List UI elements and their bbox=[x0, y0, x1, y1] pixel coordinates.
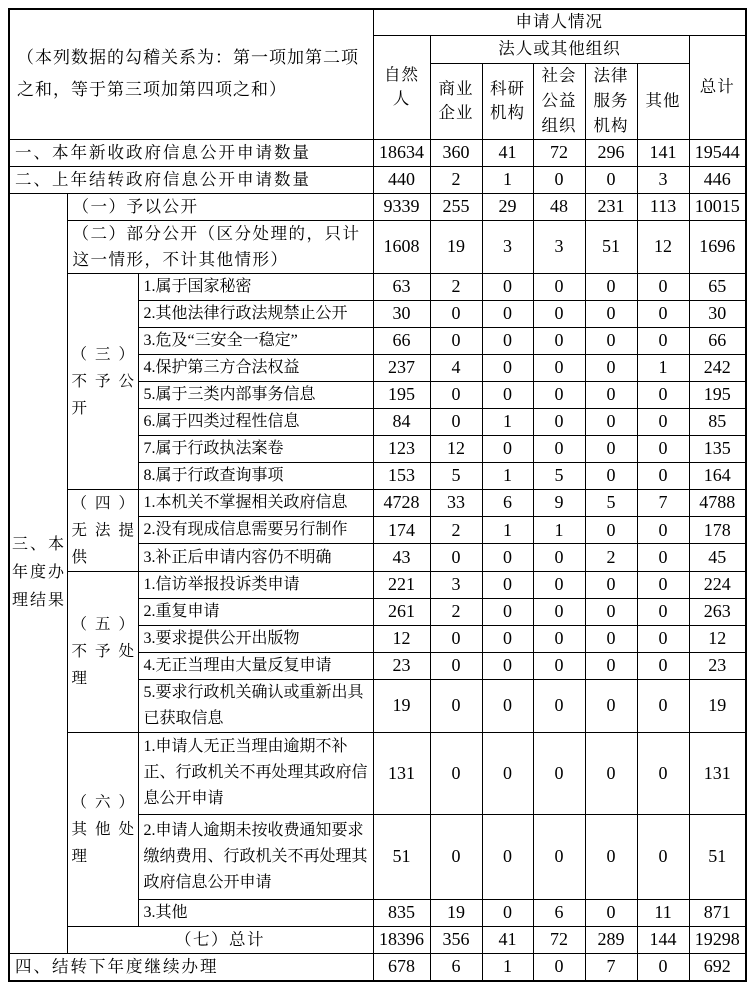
num-cell: 0 bbox=[585, 899, 637, 926]
num-cell: 0 bbox=[585, 166, 637, 193]
num-cell: 1 bbox=[482, 166, 533, 193]
num-cell: 446 bbox=[689, 166, 746, 193]
group-label-refused: （三）不予公开 bbox=[67, 273, 138, 489]
num-cell: 144 bbox=[637, 926, 689, 953]
num-cell: 0 bbox=[482, 625, 533, 652]
num-cell: 41 bbox=[482, 926, 533, 953]
num-cell: 0 bbox=[637, 679, 689, 732]
num-cell: 164 bbox=[689, 462, 746, 489]
num-cell: 0 bbox=[585, 462, 637, 489]
item-label: 2.申请人逾期未按收费通知要求缴纳费用、行政机关不再处理其政府信息公开申请 bbox=[138, 814, 373, 899]
item-label: 1.申请人无正当理由逾期不补正、行政机关不再处理其政府信息公开申请 bbox=[138, 732, 373, 814]
num-cell: 261 bbox=[373, 598, 430, 625]
num-cell: 19544 bbox=[689, 139, 746, 166]
num-cell: 1 bbox=[482, 408, 533, 435]
num-cell: 1 bbox=[482, 517, 533, 544]
num-cell: 0 bbox=[585, 679, 637, 732]
num-cell: 0 bbox=[430, 679, 482, 732]
num-cell: 0 bbox=[585, 571, 637, 598]
num-cell: 356 bbox=[430, 926, 482, 953]
num-cell: 3 bbox=[482, 220, 533, 273]
num-cell: 678 bbox=[373, 953, 430, 981]
num-cell: 1608 bbox=[373, 220, 430, 273]
num-cell: 0 bbox=[430, 544, 482, 571]
num-cell: 231 bbox=[585, 193, 637, 220]
col-header-natural-person: 自然人 bbox=[373, 35, 430, 139]
num-cell: 0 bbox=[637, 517, 689, 544]
num-cell: 195 bbox=[689, 381, 746, 408]
item-label: 4.保护第三方合法权益 bbox=[138, 354, 373, 381]
num-cell: 33 bbox=[430, 489, 482, 516]
num-cell: 0 bbox=[637, 408, 689, 435]
num-cell: 113 bbox=[637, 193, 689, 220]
num-cell: 7 bbox=[585, 953, 637, 981]
item-label: 6.属于四类过程性信息 bbox=[138, 408, 373, 435]
num-cell: 0 bbox=[533, 652, 585, 679]
num-cell: 41 bbox=[482, 139, 533, 166]
num-cell: 153 bbox=[373, 462, 430, 489]
num-cell: 0 bbox=[533, 953, 585, 981]
num-cell: 0 bbox=[637, 300, 689, 327]
num-cell: 0 bbox=[585, 517, 637, 544]
col-header-other: 其他 bbox=[637, 63, 689, 139]
num-cell: 9339 bbox=[373, 193, 430, 220]
num-cell: 178 bbox=[689, 517, 746, 544]
num-cell: 0 bbox=[585, 408, 637, 435]
num-cell: 0 bbox=[482, 435, 533, 462]
num-cell: 12 bbox=[637, 220, 689, 273]
num-cell: 0 bbox=[637, 625, 689, 652]
num-cell: 224 bbox=[689, 571, 746, 598]
num-cell: 63 bbox=[373, 273, 430, 300]
num-cell: 1 bbox=[637, 354, 689, 381]
num-cell: 0 bbox=[430, 408, 482, 435]
num-cell: 48 bbox=[533, 193, 585, 220]
num-cell: 1 bbox=[533, 517, 585, 544]
num-cell: 0 bbox=[430, 625, 482, 652]
num-cell: 0 bbox=[637, 732, 689, 814]
num-cell: 0 bbox=[482, 899, 533, 926]
num-cell: 1696 bbox=[689, 220, 746, 273]
num-cell: 0 bbox=[533, 598, 585, 625]
num-cell: 0 bbox=[585, 435, 637, 462]
num-cell: 0 bbox=[637, 462, 689, 489]
num-cell: 0 bbox=[585, 814, 637, 899]
row-label-subtotal: （七）总计 bbox=[67, 926, 373, 953]
num-cell: 0 bbox=[637, 273, 689, 300]
num-cell: 0 bbox=[430, 652, 482, 679]
item-label: 8.属于行政查询事项 bbox=[138, 462, 373, 489]
reconciliation-note: （本列数据的勾稽关系为：第一项加第二项之和，等于第三项加第四项之和） bbox=[9, 9, 373, 139]
num-cell: 0 bbox=[482, 814, 533, 899]
num-cell: 11 bbox=[637, 899, 689, 926]
col-header-total: 总计 bbox=[689, 35, 746, 139]
num-cell: 0 bbox=[430, 300, 482, 327]
num-cell: 0 bbox=[482, 327, 533, 354]
num-cell: 84 bbox=[373, 408, 430, 435]
row-label-granted: （一）予以公开 bbox=[67, 193, 373, 220]
item-label: 3.补正后申请内容仍不明确 bbox=[138, 544, 373, 571]
num-cell: 30 bbox=[373, 300, 430, 327]
num-cell: 0 bbox=[482, 273, 533, 300]
num-cell: 6 bbox=[533, 899, 585, 926]
num-cell: 0 bbox=[585, 381, 637, 408]
num-cell: 9 bbox=[533, 489, 585, 516]
item-label: 4.无正当理由大量反复申请 bbox=[138, 652, 373, 679]
num-cell: 0 bbox=[533, 814, 585, 899]
num-cell: 255 bbox=[430, 193, 482, 220]
num-cell: 12 bbox=[430, 435, 482, 462]
num-cell: 0 bbox=[533, 166, 585, 193]
num-cell: 19298 bbox=[689, 926, 746, 953]
num-cell: 51 bbox=[585, 220, 637, 273]
num-cell: 29 bbox=[482, 193, 533, 220]
num-cell: 2 bbox=[430, 517, 482, 544]
num-cell: 19 bbox=[430, 899, 482, 926]
num-cell: 0 bbox=[482, 300, 533, 327]
item-label: 5.属于三类内部事务信息 bbox=[138, 381, 373, 408]
num-cell: 0 bbox=[533, 273, 585, 300]
num-cell: 0 bbox=[482, 652, 533, 679]
num-cell: 0 bbox=[482, 679, 533, 732]
col-header-social-welfare: 社会公益组织 bbox=[533, 63, 585, 139]
num-cell: 72 bbox=[533, 926, 585, 953]
num-cell: 263 bbox=[689, 598, 746, 625]
num-cell: 871 bbox=[689, 899, 746, 926]
num-cell: 131 bbox=[689, 732, 746, 814]
num-cell: 0 bbox=[533, 327, 585, 354]
num-cell: 12 bbox=[373, 625, 430, 652]
num-cell: 0 bbox=[430, 381, 482, 408]
num-cell: 692 bbox=[689, 953, 746, 981]
col-header-commercial: 商业企业 bbox=[430, 63, 482, 139]
num-cell: 51 bbox=[373, 814, 430, 899]
num-cell: 0 bbox=[533, 679, 585, 732]
num-cell: 2 bbox=[585, 544, 637, 571]
num-cell: 131 bbox=[373, 732, 430, 814]
num-cell: 18634 bbox=[373, 139, 430, 166]
num-cell: 0 bbox=[482, 732, 533, 814]
num-cell: 0 bbox=[585, 625, 637, 652]
num-cell: 4788 bbox=[689, 489, 746, 516]
num-cell: 66 bbox=[373, 327, 430, 354]
num-cell: 0 bbox=[533, 625, 585, 652]
num-cell: 65 bbox=[689, 273, 746, 300]
num-cell: 3 bbox=[533, 220, 585, 273]
num-cell: 242 bbox=[689, 354, 746, 381]
num-cell: 0 bbox=[637, 953, 689, 981]
num-cell: 3 bbox=[430, 571, 482, 598]
row-label-partial: （二）部分公开（区分处理的，只计这一情形，不计其他情形） bbox=[67, 220, 373, 273]
item-label: 2.重复申请 bbox=[138, 598, 373, 625]
num-cell: 0 bbox=[637, 814, 689, 899]
section-label-results: 三、本年度办理结果 bbox=[9, 193, 67, 953]
num-cell: 0 bbox=[585, 598, 637, 625]
header-applicant-situation: 申请人情况 bbox=[373, 9, 746, 35]
row-label-new-requests: 一、本年新收政府信息公开申请数量 bbox=[9, 139, 373, 166]
num-cell: 1 bbox=[482, 953, 533, 981]
num-cell: 85 bbox=[689, 408, 746, 435]
num-cell: 2 bbox=[430, 166, 482, 193]
num-cell: 0 bbox=[533, 544, 585, 571]
item-label: 5.要求行政机关确认或重新出具已获取信息 bbox=[138, 679, 373, 732]
num-cell: 0 bbox=[637, 435, 689, 462]
num-cell: 23 bbox=[689, 652, 746, 679]
num-cell: 66 bbox=[689, 327, 746, 354]
num-cell: 3 bbox=[637, 166, 689, 193]
num-cell: 6 bbox=[482, 489, 533, 516]
num-cell: 0 bbox=[533, 435, 585, 462]
num-cell: 141 bbox=[637, 139, 689, 166]
num-cell: 18396 bbox=[373, 926, 430, 953]
num-cell: 360 bbox=[430, 139, 482, 166]
num-cell: 123 bbox=[373, 435, 430, 462]
num-cell: 296 bbox=[585, 139, 637, 166]
num-cell: 0 bbox=[585, 354, 637, 381]
num-cell: 4728 bbox=[373, 489, 430, 516]
group-label-other-handling: （六）其他处理 bbox=[67, 732, 138, 926]
num-cell: 0 bbox=[637, 652, 689, 679]
num-cell: 0 bbox=[637, 544, 689, 571]
num-cell: 12 bbox=[689, 625, 746, 652]
num-cell: 5 bbox=[430, 462, 482, 489]
num-cell: 0 bbox=[533, 354, 585, 381]
num-cell: 72 bbox=[533, 139, 585, 166]
num-cell: 1 bbox=[482, 462, 533, 489]
num-cell: 0 bbox=[637, 598, 689, 625]
num-cell: 5 bbox=[585, 489, 637, 516]
row-label-carryover-prev-year: 二、上年结转政府信息公开申请数量 bbox=[9, 166, 373, 193]
num-cell: 440 bbox=[373, 166, 430, 193]
num-cell: 23 bbox=[373, 652, 430, 679]
num-cell: 0 bbox=[585, 327, 637, 354]
num-cell: 0 bbox=[482, 381, 533, 408]
num-cell: 0 bbox=[482, 544, 533, 571]
item-label: 7.属于行政执法案卷 bbox=[138, 435, 373, 462]
col-header-research: 科研机构 bbox=[482, 63, 533, 139]
item-label: 2.其他法律行政法规禁止公开 bbox=[138, 300, 373, 327]
item-label: 1.本机关不掌握相关政府信息 bbox=[138, 489, 373, 516]
num-cell: 237 bbox=[373, 354, 430, 381]
num-cell: 0 bbox=[585, 732, 637, 814]
num-cell: 2 bbox=[430, 598, 482, 625]
num-cell: 19 bbox=[689, 679, 746, 732]
item-label: 3.其他 bbox=[138, 899, 373, 926]
num-cell: 51 bbox=[689, 814, 746, 899]
item-label: 1.属于国家秘密 bbox=[138, 273, 373, 300]
col-header-legal-service: 法律服务机构 bbox=[585, 63, 637, 139]
num-cell: 0 bbox=[637, 571, 689, 598]
num-cell: 19 bbox=[373, 679, 430, 732]
num-cell: 10015 bbox=[689, 193, 746, 220]
num-cell: 0 bbox=[533, 300, 585, 327]
num-cell: 7 bbox=[637, 489, 689, 516]
group-label-unable-to-provide: （四）无法提供 bbox=[67, 489, 138, 571]
num-cell: 0 bbox=[533, 408, 585, 435]
num-cell: 135 bbox=[689, 435, 746, 462]
num-cell: 6 bbox=[430, 953, 482, 981]
num-cell: 0 bbox=[430, 814, 482, 899]
num-cell: 0 bbox=[585, 300, 637, 327]
num-cell: 0 bbox=[430, 327, 482, 354]
num-cell: 19 bbox=[430, 220, 482, 273]
num-cell: 30 bbox=[689, 300, 746, 327]
item-label: 3.危及“三安全一稳定” bbox=[138, 327, 373, 354]
num-cell: 0 bbox=[533, 732, 585, 814]
num-cell: 289 bbox=[585, 926, 637, 953]
num-cell: 0 bbox=[533, 381, 585, 408]
num-cell: 195 bbox=[373, 381, 430, 408]
num-cell: 174 bbox=[373, 517, 430, 544]
header-legal-or-other-org: 法人或其他组织 bbox=[430, 35, 689, 63]
num-cell: 4 bbox=[430, 354, 482, 381]
gov-info-disclosure-table bbox=[8, 8, 747, 982]
num-cell: 0 bbox=[430, 732, 482, 814]
item-label: 1.信访举报投诉类申请 bbox=[138, 571, 373, 598]
num-cell: 2 bbox=[430, 273, 482, 300]
num-cell: 0 bbox=[482, 598, 533, 625]
num-cell: 221 bbox=[373, 571, 430, 598]
num-cell: 0 bbox=[533, 571, 585, 598]
num-cell: 0 bbox=[637, 327, 689, 354]
num-cell: 0 bbox=[585, 273, 637, 300]
row-label-carryover-next-year: 四、结转下年度继续办理 bbox=[9, 953, 373, 981]
num-cell: 5 bbox=[533, 462, 585, 489]
num-cell: 835 bbox=[373, 899, 430, 926]
num-cell: 45 bbox=[689, 544, 746, 571]
group-label-not-processed: （五）不予处理 bbox=[67, 571, 138, 732]
num-cell: 0 bbox=[637, 381, 689, 408]
item-label: 2.没有现成信息需要另行制作 bbox=[138, 517, 373, 544]
num-cell: 0 bbox=[585, 652, 637, 679]
num-cell: 0 bbox=[482, 571, 533, 598]
num-cell: 0 bbox=[482, 354, 533, 381]
item-label: 3.要求提供公开出版物 bbox=[138, 625, 373, 652]
num-cell: 43 bbox=[373, 544, 430, 571]
